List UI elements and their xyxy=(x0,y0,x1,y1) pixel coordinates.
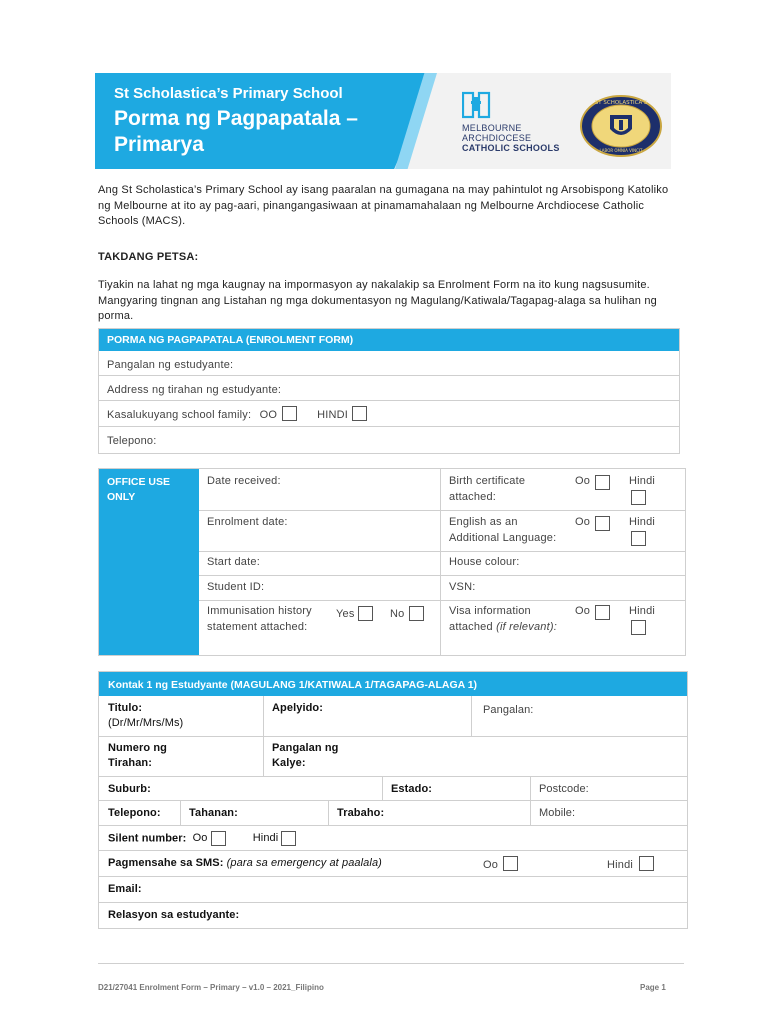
immunisation-no-checkbox[interactable] xyxy=(409,606,424,621)
vsn-label: VSN: xyxy=(449,581,476,593)
given-name-label: Pangalan: xyxy=(483,704,534,716)
current-family-row xyxy=(99,401,679,427)
contact-row-line-6 xyxy=(99,876,687,877)
visa-oo-label: Oo xyxy=(575,605,591,617)
sms-hindi-checkbox[interactable] xyxy=(639,856,654,871)
office-row-line-4 xyxy=(199,600,685,601)
immunisation-no-label: No xyxy=(390,608,405,620)
postcode-label: Postcode: xyxy=(539,783,589,795)
macs-cross-logo-icon xyxy=(462,91,492,119)
home-phone-label: Tahanan: xyxy=(189,807,238,819)
family-yes-label: OO xyxy=(259,409,278,421)
enrolment-heading: PORMA NG PAGPAPATALA (ENROLMENT FORM) xyxy=(99,329,679,351)
school-name: St Scholastica’s Primary School xyxy=(114,85,343,102)
contact-row-line-4 xyxy=(99,825,687,826)
contact-row-line-1 xyxy=(99,736,687,737)
enrolment-table xyxy=(98,328,680,454)
immunisation-yes-checkbox[interactable] xyxy=(358,606,373,621)
email-label: Email: xyxy=(108,883,142,895)
deadline-label: TAKDANG PETSA: xyxy=(98,251,199,263)
family-no-checkbox[interactable] xyxy=(352,406,367,421)
eal-oo-label: Oo xyxy=(575,516,591,528)
office-use-cell xyxy=(99,469,199,655)
macs-line-3: CATHOLIC SCHOOLS xyxy=(462,143,560,153)
family-yes-checkbox[interactable] xyxy=(282,406,297,421)
visa-text: Visa information attached xyxy=(449,605,531,633)
silent-oo-label: Oo xyxy=(192,832,208,845)
contact-vline-5 xyxy=(180,800,181,825)
work-phone-label: Trabaho: xyxy=(337,807,385,819)
contact-1-heading: Kontak 1 ng Estudyante (MAGULANG 1/KATIWALA 1/TAGAPAG-ALAGA 1) xyxy=(99,672,687,696)
silent-number-label: Silent number: xyxy=(108,832,187,845)
instructions-paragraph: Tiyakin na lahat ng mga kaugnay na impormasyon ay nakalakip sa Enrolment Form na ito kung nagsusumite. Mangyaring tingnan ang Listahan ng mga dokumentasyon ng Magulang/Katiwala/Tagapag-alaga sa hulihan ng porma. xyxy=(98,279,657,322)
silent-hindi-label: Hindi xyxy=(252,832,279,845)
email-field[interactable] xyxy=(108,882,142,897)
visa-italic-note: (if relevant): xyxy=(496,620,557,633)
street-name-label: Pangalan ng Kalye: xyxy=(272,742,339,769)
mobile-label: Mobile: xyxy=(539,807,576,819)
contact-row-line-2 xyxy=(99,776,687,777)
birth-cert-hindi-label: Hindi xyxy=(629,475,656,487)
birth-cert-oo-label: Oo xyxy=(575,475,591,487)
silent-oo-checkbox[interactable] xyxy=(211,831,226,846)
visa-label xyxy=(449,604,559,635)
date-received-label: Date received: xyxy=(207,475,281,487)
current-family-label: Kasalukuyang school family: xyxy=(107,409,252,421)
state-label: Estado: xyxy=(391,783,433,795)
contact-vline-4 xyxy=(530,776,531,825)
suburb-label: Suburb: xyxy=(108,783,151,795)
crest-bottom-text: LABOR OMNIA VINCIT xyxy=(599,148,643,153)
contact-1-table xyxy=(98,671,688,929)
contact-vline-1 xyxy=(263,696,264,776)
contact-vline-2 xyxy=(471,696,472,736)
contact-vline-3 xyxy=(382,776,383,800)
sms-label: Pagmensahe sa SMS: xyxy=(108,857,224,869)
sms-oo-label: Oo xyxy=(483,859,499,871)
birth-cert-label: Birth certificate attached: xyxy=(449,475,526,503)
title-label: Titulo: xyxy=(108,702,143,714)
office-row-line-1 xyxy=(199,510,685,511)
sms-oo-checkbox[interactable] xyxy=(503,856,518,871)
sms-row xyxy=(108,856,382,871)
eal-oo-checkbox[interactable] xyxy=(595,516,610,531)
contact-row-line-5 xyxy=(99,850,687,851)
immunisation-label: Immunisation history statement attached: xyxy=(207,605,312,633)
silent-hindi-checkbox[interactable] xyxy=(281,831,296,846)
student-name-label: Pangalan ng estudyante: xyxy=(107,359,234,371)
student-address-label: Address ng tirahan ng estudyante: xyxy=(107,384,282,396)
birth-cert-oo-checkbox[interactable] xyxy=(595,475,610,490)
start-date-label: Start date: xyxy=(207,556,260,568)
contact-phone-label: Telepono: xyxy=(108,807,161,819)
macs-line-2: ARCHDIOCESE xyxy=(462,133,532,143)
intro-paragraph: Ang St Scholastica’s Primary School ay isang paaralan na gumagana na may pahintulot ng Arsobispong Katoliko ng Melbourne at ito ay pag-aari, pinangangasiwaan at pinamamahalaan ng Melbourne Archdiocese Catholic Schools (MACS). xyxy=(98,184,669,227)
phone-label: Telepono: xyxy=(107,435,157,447)
surname-label: Apelyido: xyxy=(272,702,324,714)
sms-hindi-label: Hindi xyxy=(607,859,634,871)
relationship-label: Relasyon sa estudyante: xyxy=(108,909,240,921)
office-row-line-3 xyxy=(199,575,685,576)
macs-wordmark xyxy=(462,123,560,153)
contact-row-line-7 xyxy=(99,902,687,903)
office-use-table xyxy=(98,468,686,656)
student-name-field[interactable] xyxy=(99,351,679,376)
contact-row-line-3 xyxy=(99,800,687,801)
footer-page-number: Page 1 xyxy=(640,983,666,992)
title-field[interactable] xyxy=(108,701,183,731)
visa-hindi-label: Hindi xyxy=(629,605,656,617)
office-row-line-2 xyxy=(199,551,685,552)
office-use-label: OFFICE USE ONLY xyxy=(107,476,171,503)
family-no-label: HINDI xyxy=(317,409,349,421)
footer-doc-id: D21/27041 Enrolment Form – Primary – v1.0 – 2021_Filipino xyxy=(98,983,324,992)
silent-number-row xyxy=(108,831,296,846)
street-number-label: Numero ng Tirahan: xyxy=(108,742,167,769)
relationship-field[interactable] xyxy=(108,908,239,923)
house-colour-label: House colour: xyxy=(449,556,520,568)
contact-vline-6 xyxy=(328,800,329,825)
visa-oo-checkbox[interactable] xyxy=(595,605,610,620)
office-divider xyxy=(440,469,441,655)
visa-hindi-checkbox[interactable] xyxy=(631,620,646,635)
immunisation-yes-label: Yes xyxy=(336,608,355,620)
eal-label: English as an Additional Language: xyxy=(449,516,557,544)
form-title: Porma ng Pagpapatala – Primarya xyxy=(114,107,358,156)
student-address-field[interactable] xyxy=(99,376,679,401)
school-crest-icon xyxy=(580,95,662,157)
title-options: (Dr/Mr/Mrs/Ms) xyxy=(108,717,184,729)
phone-field[interactable] xyxy=(99,427,679,452)
eal-hindi-checkbox[interactable] xyxy=(631,531,646,546)
footer-divider xyxy=(98,963,684,964)
birth-cert-hindi-checkbox[interactable] xyxy=(631,490,646,505)
crest-top-text: ST SCHOLASTICA'S xyxy=(594,100,648,106)
student-id-label: Student ID: xyxy=(207,581,265,593)
enrolment-date-label: Enrolment date: xyxy=(207,516,288,528)
eal-hindi-label: Hindi xyxy=(629,516,656,528)
sms-note: (para sa emergency at paalala) xyxy=(226,857,382,869)
macs-line-1: MELBOURNE xyxy=(462,123,522,133)
